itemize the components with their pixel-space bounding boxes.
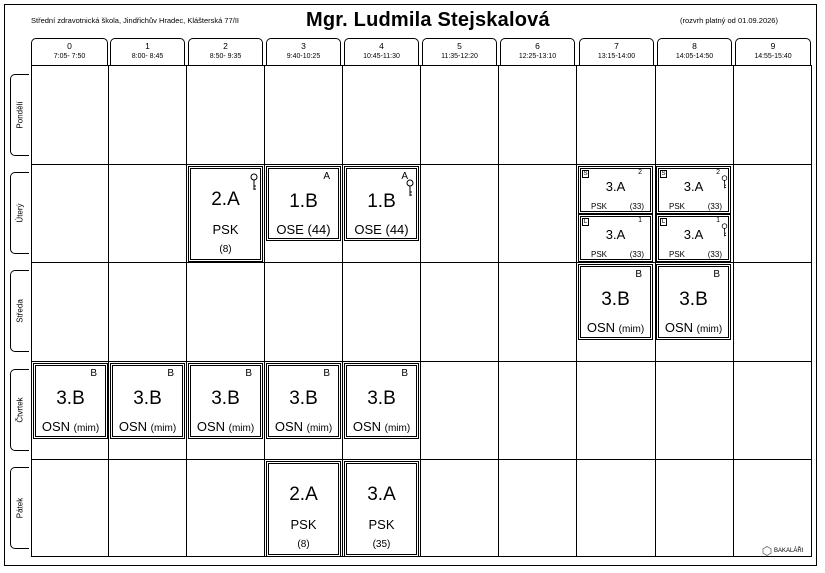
lesson-class: 3.A (683, 227, 704, 242)
lesson-room: (33) (707, 250, 722, 259)
lesson-room: (33) (707, 202, 722, 211)
grid-divider (576, 65, 577, 557)
lesson-group: B (323, 368, 330, 379)
lesson-subject: OSN (586, 320, 615, 335)
day-label-thursday: Čtvrtek (10, 369, 29, 451)
lesson-room: (mim) (696, 324, 723, 335)
lesson-card[interactable] (344, 461, 419, 557)
lesson-card[interactable] (188, 166, 263, 262)
lesson-class: 1.B (367, 191, 396, 212)
grid-divider (186, 65, 187, 557)
lesson-card[interactable] (578, 166, 653, 214)
lesson-subject: PSK (591, 250, 608, 259)
day-label-monday: Pondělí (10, 74, 29, 156)
lesson-tag: L (583, 219, 588, 225)
lesson-card[interactable] (344, 166, 419, 241)
lesson-room: (mim) (150, 423, 177, 434)
lesson-subject: OSN (118, 419, 147, 434)
brand-name: BAKALÁŘI (774, 548, 804, 554)
lesson-class: 3.B (367, 388, 396, 409)
lesson-room: (mim) (228, 423, 255, 434)
lesson-class: 3.A (683, 179, 704, 194)
period-header-6: 6 12:25-13:10 (500, 38, 575, 65)
lesson-room: (8) (219, 244, 232, 255)
lesson-subject: OSN (664, 320, 693, 335)
lesson-class: 3.B (56, 388, 85, 409)
grid-divider (31, 262, 812, 263)
grid-divider (498, 65, 499, 557)
lesson-number: 2 (716, 169, 720, 176)
lesson-subject: OSN (352, 419, 381, 434)
key-icon (721, 223, 728, 237)
brand-footer (762, 546, 803, 556)
lesson-card[interactable] (656, 166, 731, 214)
lesson-room: (35) (372, 539, 391, 550)
lesson-subject: PSK (591, 202, 608, 211)
lesson-class: 2.A (211, 189, 240, 210)
period-header-2: 2 8:50- 9:35 (188, 38, 263, 65)
lesson-number: 1 (716, 217, 720, 224)
lesson-class: 3.B (211, 388, 240, 409)
lesson-tag: L (661, 219, 666, 225)
lesson-class: 3.B (679, 289, 708, 310)
lesson-room: (mim) (384, 423, 411, 434)
lesson-group: A (401, 171, 408, 182)
lesson-group: A (323, 171, 330, 182)
lesson-card[interactable] (656, 264, 731, 340)
key-icon (250, 173, 258, 191)
lesson-subject: OSN (41, 419, 70, 434)
period-header-5: 5 11:35-12:20 (422, 38, 497, 65)
lesson-subject: OSE (354, 222, 382, 237)
lesson-card[interactable] (266, 363, 341, 439)
lesson-group: B (167, 368, 174, 379)
lesson-number: 2 (638, 169, 642, 176)
lesson-room: (33) (629, 250, 644, 259)
lesson-room: (33) (629, 202, 644, 211)
lesson-room: (mim) (618, 324, 645, 335)
lesson-room: (8) (297, 539, 310, 550)
lesson-subject: OSN (274, 419, 303, 434)
lesson-class: 3.B (133, 388, 162, 409)
lesson-card[interactable] (33, 363, 108, 439)
lesson-group: B (713, 269, 720, 280)
lesson-subject: PSK (290, 517, 317, 532)
grid-divider (342, 65, 343, 557)
lesson-class: 3.A (367, 484, 396, 505)
lesson-group: B (401, 368, 408, 379)
lesson-class: 3.A (605, 179, 626, 194)
key-icon (406, 179, 414, 197)
day-label-tuesday: Úterý (10, 172, 29, 254)
period-header-8: 8 14:05-14:50 (657, 38, 732, 65)
lesson-class: 3.B (601, 289, 630, 310)
lesson-card[interactable] (188, 363, 263, 439)
period-header-1: 1 8:00- 8:45 (110, 38, 185, 65)
lesson-class: 3.A (605, 227, 626, 242)
lesson-class: 2.A (289, 484, 318, 505)
lesson-card[interactable] (578, 214, 653, 262)
lesson-class: 1.B (289, 191, 318, 212)
lesson-room: (44) (307, 222, 331, 237)
day-label-friday: Pátek (10, 467, 29, 549)
lesson-card[interactable] (266, 461, 341, 557)
lesson-group: B (635, 269, 642, 280)
lesson-group: B (90, 368, 97, 379)
lesson-card[interactable] (656, 214, 731, 262)
lesson-subject: OSN (196, 419, 225, 434)
page-title: Mgr. Ludmila Stejskalová (306, 9, 550, 31)
lesson-room: (mim) (306, 423, 333, 434)
lesson-card[interactable] (266, 166, 341, 241)
period-header-0: 0 7:05- 7:50 (31, 38, 108, 65)
grid-divider (420, 65, 421, 557)
lesson-subject: PSK (212, 222, 239, 237)
grid-divider (108, 65, 109, 557)
valid-from: (rozvrh platný od 01.09.2026) (680, 16, 778, 25)
grid-divider (264, 65, 265, 557)
grid-divider (31, 164, 812, 165)
lesson-card[interactable] (110, 363, 185, 439)
bakalari-logo-icon (762, 546, 772, 556)
period-header-7: 7 13:15-14:00 (579, 38, 654, 65)
lesson-card[interactable] (344, 363, 419, 439)
grid-divider (31, 361, 812, 362)
grid-divider (31, 459, 812, 460)
lesson-subject: OSE (276, 222, 304, 237)
lesson-card[interactable] (578, 264, 653, 340)
lesson-subject: PSK (669, 250, 686, 259)
grid-divider (733, 65, 734, 557)
lesson-group: B (245, 368, 252, 379)
lesson-class: 3.B (289, 388, 318, 409)
lesson-subject: PSK (669, 202, 686, 211)
lesson-room: (mim) (73, 423, 100, 434)
period-header-9: 9 14:55-15:40 (735, 38, 811, 65)
lesson-tag: S (583, 171, 588, 177)
day-label-wednesday: Středa (10, 270, 29, 352)
period-header-3: 3 9:40-10:25 (266, 38, 341, 65)
period-header-4: 4 10:45-11:30 (344, 38, 419, 65)
key-icon (721, 175, 728, 189)
school-name: Střední zdravotnická škola, Jindřichův Hradec, Klášterská 77/II (31, 16, 240, 25)
lesson-number: 1 (638, 217, 642, 224)
lesson-tag: S (661, 171, 666, 177)
lesson-room: (44) (385, 222, 409, 237)
lesson-subject: PSK (368, 517, 395, 532)
